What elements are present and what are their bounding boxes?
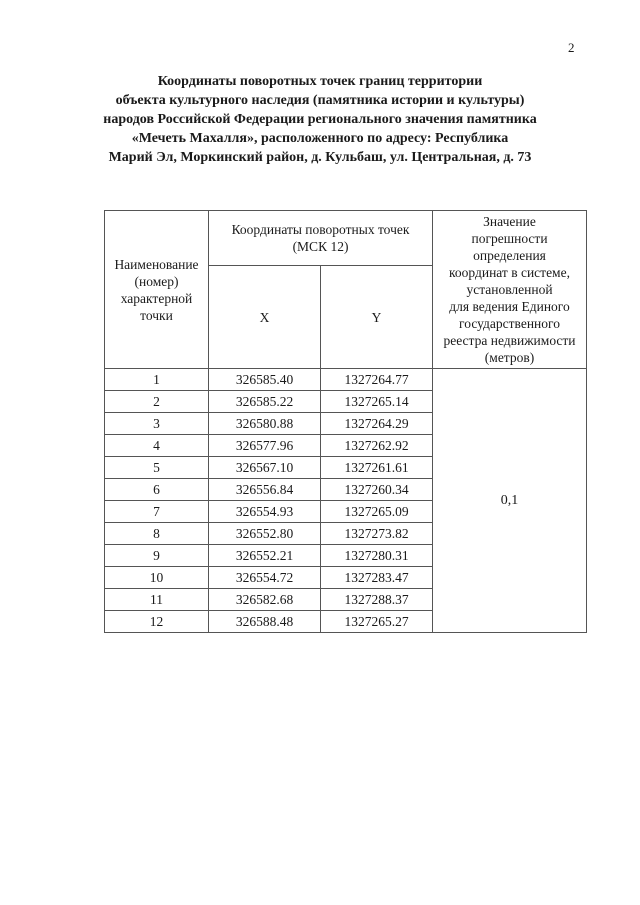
y-value: 1327265.14 xyxy=(321,391,433,413)
header-y: Y xyxy=(321,266,433,369)
coordinates-table xyxy=(104,210,587,633)
y-value: 1327273.82 xyxy=(321,523,433,545)
header-text: установленной xyxy=(466,282,553,297)
header-text: (метров) xyxy=(484,350,535,365)
header-text: координат в системе, xyxy=(449,265,570,280)
error-value: 0,1 xyxy=(433,369,587,633)
x-value: 326554.72 xyxy=(209,567,321,589)
point-number: 6 xyxy=(105,479,209,501)
y-value: 1327264.77 xyxy=(321,369,433,391)
point-number: 10 xyxy=(105,567,209,589)
point-number: 7 xyxy=(105,501,209,523)
document-title xyxy=(60,72,580,167)
header-coordinates xyxy=(209,211,433,266)
point-number: 9 xyxy=(105,545,209,567)
header-text: Наименование xyxy=(114,256,199,272)
x-value: 326588.48 xyxy=(209,611,321,633)
header-text: точки xyxy=(140,307,173,323)
y-value: 1327288.37 xyxy=(321,589,433,611)
header-text: государственного xyxy=(459,316,560,331)
title-line: объекта культурного наследия (памятника истории и культуры) xyxy=(115,93,525,108)
point-number: 12 xyxy=(105,611,209,633)
x-value: 326567.10 xyxy=(209,457,321,479)
y-value: 1327280.31 xyxy=(321,545,433,567)
point-number: 2 xyxy=(105,391,209,413)
x-value: 326577.96 xyxy=(209,435,321,457)
header-text: реестра недвижимости xyxy=(443,333,576,348)
header-point-name xyxy=(105,211,209,369)
header-text: Значение xyxy=(483,214,536,229)
header-text: погрешности xyxy=(471,231,548,246)
x-value: 326580.88 xyxy=(209,413,321,435)
x-value: 326552.21 xyxy=(209,545,321,567)
header-text: для ведения Единого xyxy=(449,299,570,314)
y-value: 1327265.09 xyxy=(321,501,433,523)
point-number: 4 xyxy=(105,435,209,457)
x-value: 326556.84 xyxy=(209,479,321,501)
y-value: 1327283.47 xyxy=(321,567,433,589)
y-value: 1327265.27 xyxy=(321,611,433,633)
x-value: 326585.40 xyxy=(209,369,321,391)
header-text: характерной xyxy=(120,290,193,306)
x-value: 326554.93 xyxy=(209,501,321,523)
header-error xyxy=(433,211,587,369)
point-number: 5 xyxy=(105,457,209,479)
y-value: 1327262.92 xyxy=(321,435,433,457)
header-x: X xyxy=(209,266,321,369)
title-line: народов Российской Федерации регионального значения памятника xyxy=(103,112,537,127)
title-line: Координаты поворотных точек границ территории xyxy=(157,74,483,89)
y-value: 1327260.34 xyxy=(321,479,433,501)
title-line: «Мечеть Махалля», расположенного по адресу: Республика xyxy=(131,131,509,146)
page-number: 2 xyxy=(568,40,575,55)
y-value: 1327261.61 xyxy=(321,457,433,479)
title-line: Марий Эл, Моркинский район, д. Кульбаш, ул. Центральная, д. 73 xyxy=(108,150,532,165)
y-value: 1327264.29 xyxy=(321,413,433,435)
point-number: 8 xyxy=(105,523,209,545)
point-number: 11 xyxy=(105,589,209,611)
header-text: определения xyxy=(473,248,546,263)
header-text: (номер) xyxy=(134,273,179,289)
header-text: Координаты поворотных точек xyxy=(231,222,410,237)
header-text: (МСК 12) xyxy=(292,239,349,254)
x-value: 326582.68 xyxy=(209,589,321,611)
point-number: 1 xyxy=(105,369,209,391)
x-value: 326552.80 xyxy=(209,523,321,545)
x-value: 326585.22 xyxy=(209,391,321,413)
table-row xyxy=(105,369,587,391)
point-number: 3 xyxy=(105,413,209,435)
